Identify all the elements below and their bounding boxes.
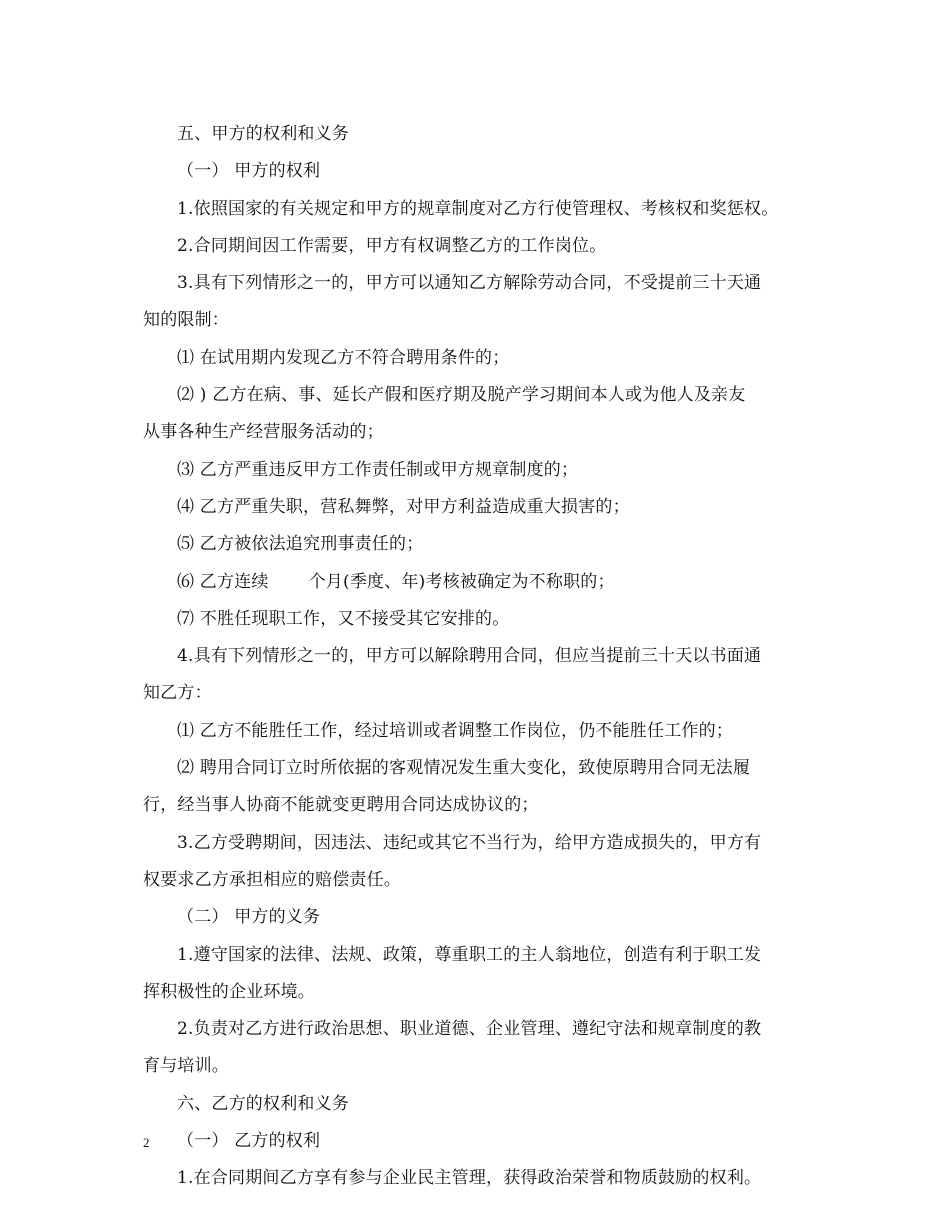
list-item-part: ⑹ 乙方连续 (177, 571, 269, 592)
section-heading-5: 五、甲方的权利和义务 (177, 124, 349, 144)
paragraph: 1.遵守国家的法律、法规、政策，尊重职工的主人翁地位，创造有利于职工发 (177, 944, 762, 965)
paragraph-continuation: 挥积极性的企业环境。 (143, 981, 315, 1002)
page-number: 2 (143, 1135, 150, 1150)
paragraph: 1.依照国家的有关规定和甲方的规章制度对乙方行使管理权、考核权和奖惩权。 (177, 198, 779, 219)
paragraph-continuation: 权要求乙方承担相应的赔偿责任。 (143, 869, 401, 890)
list-item: ⑶ 乙方严重违反甲方工作责任制或甲方规章制度的； (177, 459, 579, 480)
paragraph-continuation: 育与培训。 (143, 1056, 229, 1077)
list-item: ⑴ 乙方不能胜任工作，经过培训或者调整工作岗位，仍不能胜任工作的； (177, 720, 734, 741)
list-item: ⑴ 在试用期内发现乙方不符合聘用条件的； (177, 347, 510, 368)
section-heading-6: 六、乙方的权利和义务 (177, 1093, 349, 1114)
list-item: ⑷ 乙方严重失职，营私舞弊，对甲方利益造成重大损害的； (177, 496, 630, 517)
list-item-continuation: 从事各种生产经营服务活动的； (143, 422, 384, 443)
subsection-heading: （一） 甲方的权利 (177, 161, 321, 182)
document-body (143, 116, 823, 1198)
list-item: ⑸ 乙方被依法追究刑事责任的； (177, 534, 424, 555)
list-item (143, 564, 823, 601)
list-item: ⑵ ) 乙方在病、事、延长产假和医疗期及脱产学习期间本人或为他人及亲友 (177, 385, 746, 406)
paragraph: 2.合同期间因工作需要，甲方有权调整乙方的工作岗位。 (177, 235, 607, 256)
list-item: ⑵ 聘用合同订立时所依据的客观情况发生重大变化，致使原聘用合同无法履 (177, 758, 751, 779)
paragraph-continuation: 知的限制： (143, 310, 229, 331)
paragraph-continuation: 知乙方： (143, 683, 212, 704)
paragraph: 3.乙方受聘期间，因违法、违纪或其它不当行为，给甲方造成损失的，甲方有 (177, 832, 762, 853)
paragraph: 1.在合同期间乙方享有参与企业民主管理，获得政治荣誉和物质鼓励的权利。 (177, 1168, 762, 1189)
paragraph: 3.具有下列情形之一的，甲方可以通知乙方解除劳动合同，不受提前三十天通 (177, 273, 762, 294)
subsection-heading: （二） 甲方的义务 (177, 907, 321, 928)
subsection-heading: （一） 乙方的权利 (177, 1131, 321, 1152)
list-item-continuation: 行，经当事人协商不能就变更聘用合同达成协议的； (143, 795, 539, 816)
paragraph: 2.负责对乙方进行政治思想、职业道德、企业管理、遵纪守法和规章制度的教 (177, 1019, 762, 1040)
list-item: ⑺ 不胜任现职工作，又不接受其它安排的。 (177, 608, 510, 629)
list-item-part: 个月(季度、年)考核被确定为不称职的； (308, 571, 615, 592)
paragraph: 4.具有下列情形之一的，甲方可以解除聘用合同，但应当提前三十天以书面通 (177, 646, 762, 667)
